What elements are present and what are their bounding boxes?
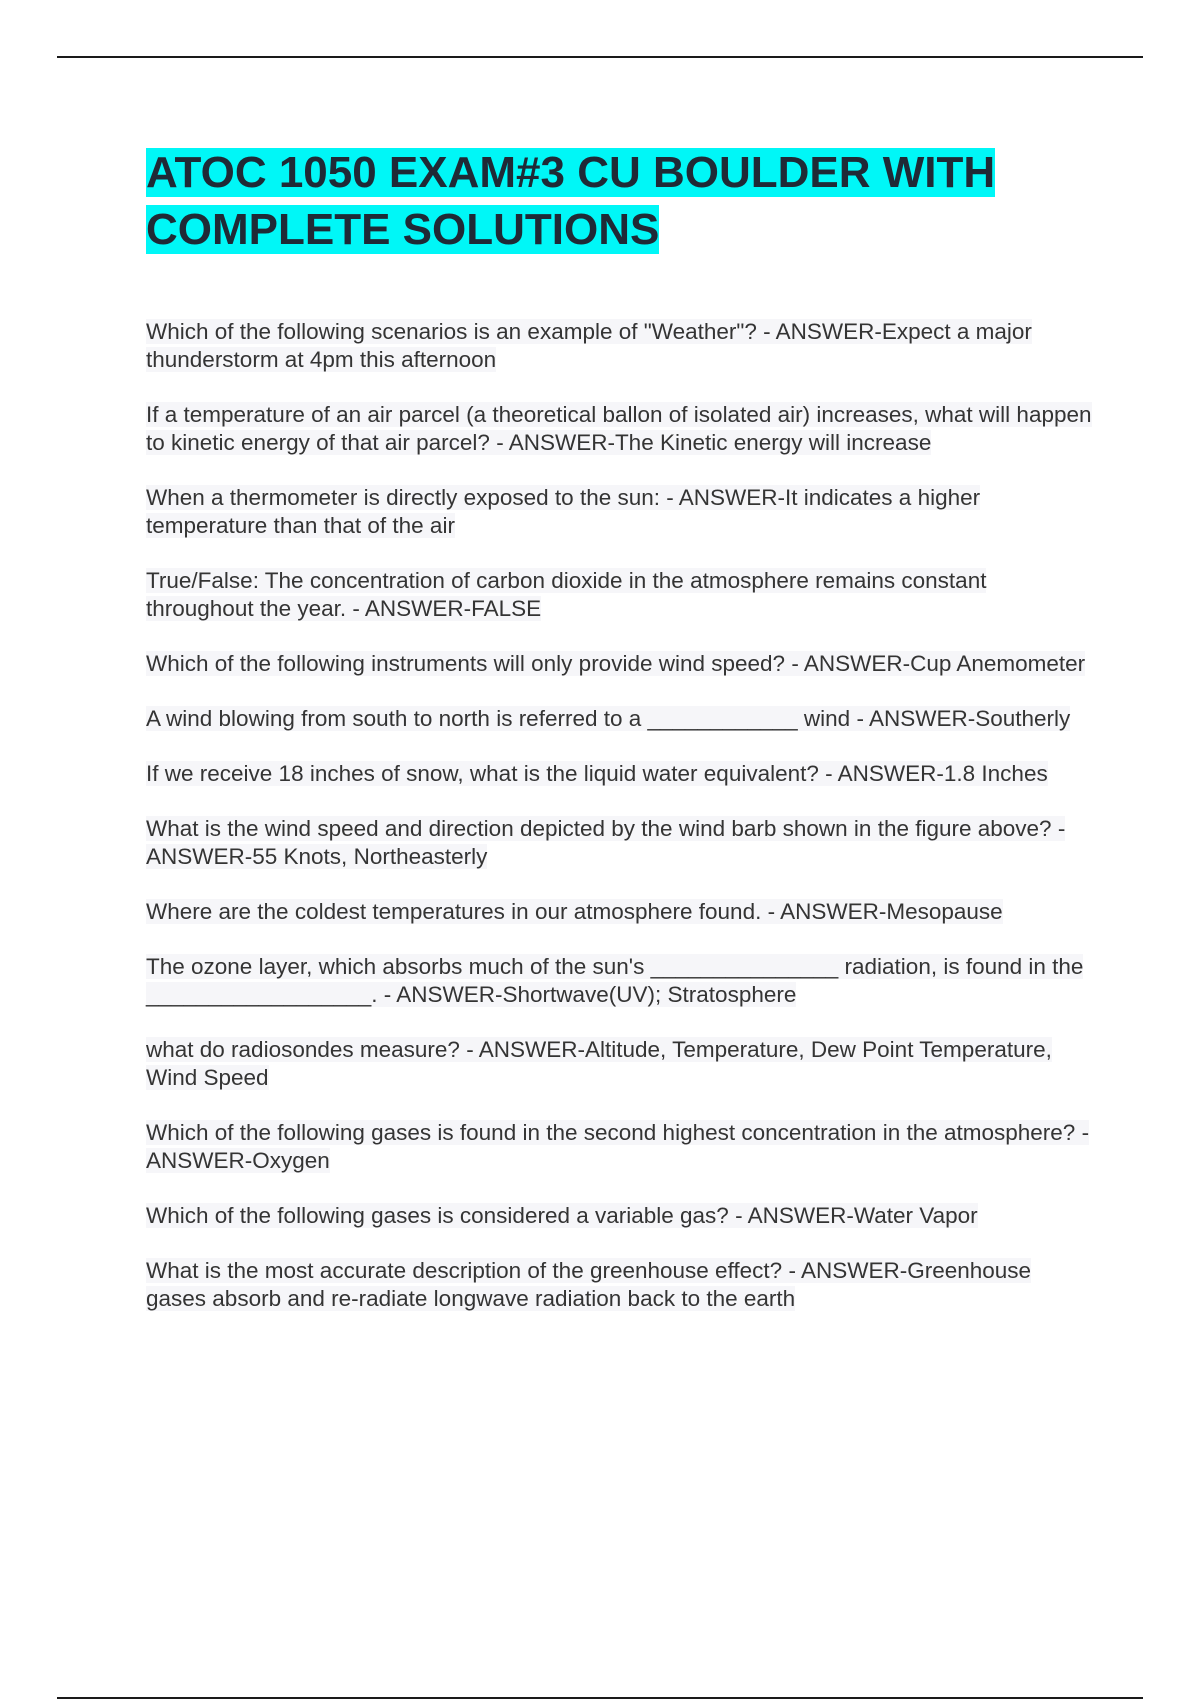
qa-item-text: What is the wind speed and direction depicted by the wind barb shown in the figure above? - ANSWER-55 Knots, Northeasterly [146,816,1066,869]
document-title-text: ATOC 1050 EXAM#3 CU BOULDER WITH COMPLETE SOLUTIONS [146,148,996,254]
qa-item [146,898,1096,926]
qa-item [146,1119,1096,1175]
qa-item-text: Which of the following gases is found in the second highest concentration in the atmosphere? - ANSWER-Oxygen [146,1120,1090,1173]
bottom-rule [57,1697,1143,1699]
qa-item [146,815,1096,871]
document-title [146,144,1096,258]
qa-item [146,760,1096,788]
qa-item [146,650,1096,678]
qa-item-text: Which of the following instruments will only provide wind speed? - ANSWER-Cup Anemometer [146,651,1086,676]
qa-item [146,953,1096,1009]
qa-item-text: If a temperature of an air parcel (a theoretical ballon of isolated air) increases, what will happen to kinetic energy of that air parcel? - ANSWER-The Kinetic energy will increase [146,402,1092,455]
qa-item-text: What is the most accurate description of the greenhouse effect? - ANSWER-Greenhouse gases absorb and re-radiate longwave radiation back to the earth [146,1258,1032,1311]
qa-item-text: what do radiosondes measure? - ANSWER-Altitude, Temperature, Dew Point Temperature, Wind Speed [146,1037,1052,1090]
qa-item [146,318,1096,374]
qa-item [146,401,1096,457]
top-rule [57,56,1143,58]
document-body [146,144,1096,1340]
qa-item-text: A wind blowing from south to north is referred to a ____________ wind - ANSWER-Southerly [146,706,1071,731]
qa-item-text: If we receive 18 inches of snow, what is the liquid water equivalent? - ANSWER-1.8 Inches [146,761,1048,786]
qa-item-text: True/False: The concentration of carbon dioxide in the atmosphere remains constant throughout the year. - ANSWER-FALSE [146,568,987,621]
qa-item [146,1036,1096,1092]
qa-item [146,1257,1096,1313]
qa-item [146,705,1096,733]
qa-item-text: Where are the coldest temperatures in our atmosphere found. - ANSWER-Mesopause [146,899,1003,924]
qa-item-text: When a thermometer is directly exposed to the sun: - ANSWER-It indicates a higher temperature than that of the air [146,485,981,538]
qa-list [146,318,1096,1313]
qa-item-text: Which of the following scenarios is an example of "Weather"? - ANSWER-Expect a major thunderstorm at 4pm this afternoon [146,319,1032,372]
qa-item [146,567,1096,623]
qa-item [146,484,1096,540]
qa-item [146,1202,1096,1230]
qa-item-text: Which of the following gases is considered a variable gas? - ANSWER-Water Vapor [146,1203,978,1228]
qa-item-text: The ozone layer, which absorbs much of the sun's _______________ radiation, is found in the __________________. - ANSWER-Shortwave(UV); Stratosphere [146,954,1084,1007]
